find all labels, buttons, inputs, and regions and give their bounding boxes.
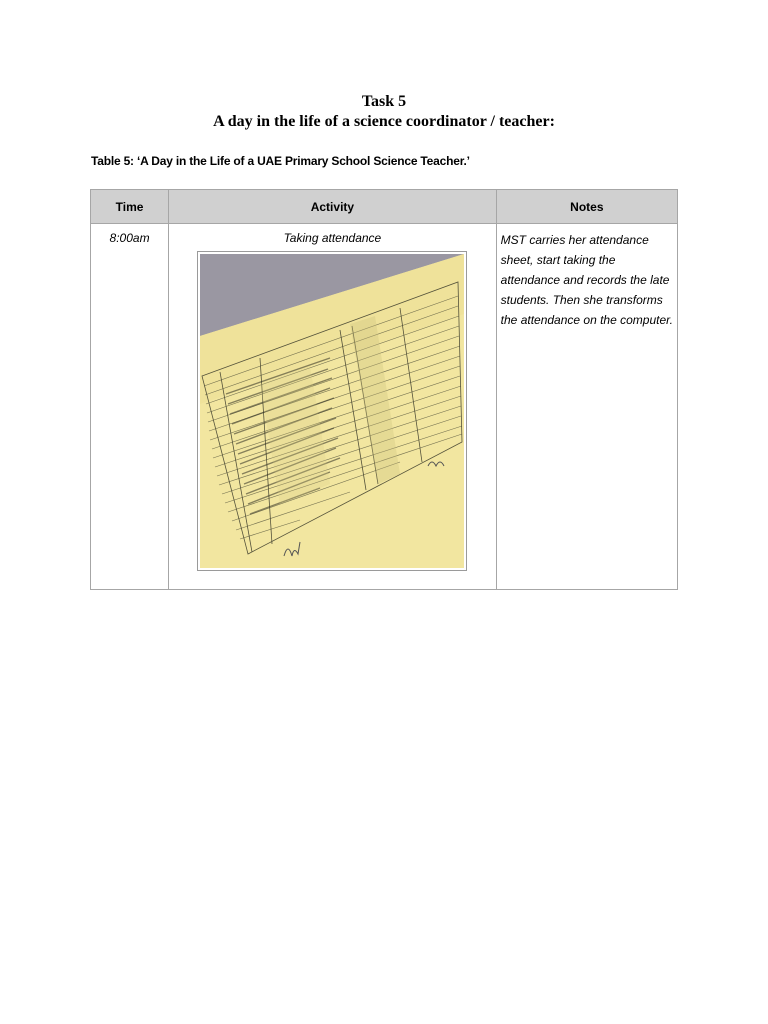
day-in-life-table: [90, 189, 678, 590]
table-row: [91, 224, 678, 590]
header-time: Time: [91, 190, 169, 224]
task-number: Task 5: [361, 93, 407, 110]
activity-label: Taking attendance: [283, 231, 382, 245]
header-notes: Notes: [496, 190, 677, 224]
attendance-sheet-photo: [197, 251, 467, 571]
table-caption: Table 5: ‘A Day in the Life of a UAE Primary School Science Teacher.’: [91, 154, 470, 168]
task-title: A day in the life of a science coordinator / teacher:: [213, 113, 555, 130]
cell-activity: [169, 224, 497, 590]
header-activity: Activity: [169, 190, 497, 224]
table-header-row: [91, 190, 678, 224]
cell-time: 8:00am: [91, 224, 169, 590]
cell-notes: MST carries her attendance sheet, start taking the attendance and records the late students. Then she transforms the attendance on the computer.: [496, 224, 677, 590]
attendance-sheet-image: [200, 254, 464, 568]
task-heading: [0, 92, 768, 132]
